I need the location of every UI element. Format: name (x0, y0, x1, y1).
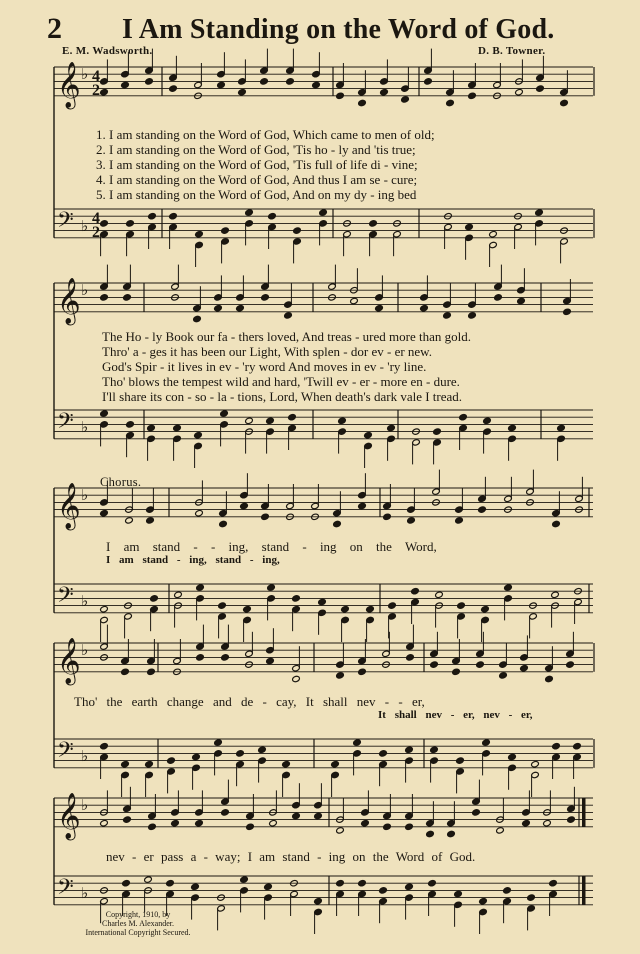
note-head (405, 883, 414, 890)
note-head (240, 876, 249, 883)
note-head (196, 654, 205, 661)
note-head (447, 830, 456, 837)
note-head (388, 602, 397, 609)
note-head (350, 297, 359, 304)
note-head (428, 880, 437, 887)
note-head (336, 827, 345, 834)
note-head (452, 668, 461, 675)
note-head (407, 517, 416, 524)
note-head (147, 668, 156, 675)
note-head (218, 602, 227, 609)
note-head (195, 820, 204, 827)
treble-clef-icon: 𝄞 (57, 62, 81, 108)
note-head (269, 820, 278, 827)
note-head (166, 880, 175, 887)
flat-key-signature-icon: ♭ (81, 592, 89, 610)
note-head (314, 812, 323, 819)
note-head (243, 606, 252, 613)
note-head (468, 312, 477, 319)
verse-3-line: 3. I am standing on the Word of God, 'Tis full of life di - vine; (96, 157, 418, 172)
chorus-lyric-3: nev - er pass a - way; I am stand - ing on the Word of God. (106, 849, 476, 864)
note-head (169, 85, 178, 92)
note-head (479, 898, 488, 905)
final-barline (582, 876, 586, 905)
note-head (100, 89, 109, 96)
note-head (503, 887, 512, 894)
note-head (549, 880, 558, 887)
copyright-notice (78, 910, 198, 937)
note-head (515, 89, 524, 96)
note-head (121, 668, 130, 675)
note-head (364, 432, 373, 439)
note-head (379, 750, 388, 757)
note-head (552, 743, 561, 750)
chorus-label: Chorus. (100, 475, 142, 489)
note-head (173, 424, 182, 431)
note-head (126, 421, 135, 428)
note-head (145, 761, 154, 768)
note-head (121, 761, 130, 768)
note-head (481, 606, 490, 613)
note-head (245, 209, 254, 216)
bass-clef-icon: 𝄢 (57, 875, 74, 905)
flat-key-signature-icon: ♭ (81, 796, 89, 814)
note-head (405, 823, 414, 830)
verse-4-line: 4. I am standing on the Word of God, And thus I am se - cure; (96, 172, 418, 187)
time-signature-digit: 2 (92, 224, 100, 241)
note-head (144, 876, 153, 883)
note-head (293, 227, 302, 234)
note-head (508, 753, 517, 760)
note-head (567, 816, 576, 823)
time-signature-digit: 2 (92, 82, 100, 99)
note-head (219, 520, 228, 527)
note-head (535, 209, 544, 216)
composer-credit: D. B. Towner. (478, 45, 546, 57)
verse-5-refrain: I'll share its con - so - la - tions, Lord, When death's dark vale I tread. (102, 389, 463, 404)
note-head (148, 823, 157, 830)
note-head (221, 809, 230, 816)
flat-key-signature-icon: ♭ (81, 884, 89, 902)
chorus-lyric-2-sub: It shall nev - er, nev - er, (378, 709, 533, 721)
note-head (551, 591, 560, 598)
note-head (358, 502, 367, 509)
note-head (420, 305, 429, 312)
note-head (504, 584, 513, 591)
note-head (387, 424, 396, 431)
note-head (100, 820, 109, 827)
note-head (193, 315, 202, 322)
verse-5-line: 5. I am standing on the Word of God, And on my dy - ing bed (96, 187, 417, 202)
note-head (122, 880, 131, 887)
note-head (267, 584, 276, 591)
flat-key-signature-icon: ♭ (81, 281, 89, 299)
note-head (543, 820, 552, 827)
note-head (573, 743, 582, 750)
hymn-title: I Am Standing on the Word of God. (122, 14, 555, 45)
note-head (375, 305, 384, 312)
note-head (282, 761, 291, 768)
flat-key-signature-icon: ♭ (81, 418, 89, 436)
note-head (401, 96, 410, 103)
note-head (472, 809, 481, 816)
note-head (336, 880, 345, 887)
note-head (379, 887, 388, 894)
note-head (459, 414, 468, 421)
time-signature-digit: 4 (92, 210, 100, 227)
note-head (100, 606, 109, 613)
verse-3-refrain: God's Spir - it lives in ev - 'ry word And moves in ev - 'ry line. (102, 359, 427, 374)
note-head (508, 424, 517, 431)
note-head (258, 746, 267, 753)
note-head (433, 428, 442, 435)
note-head (236, 750, 245, 757)
note-head (240, 502, 249, 509)
note-head (341, 606, 350, 613)
note-head (527, 894, 536, 901)
note-head (292, 595, 301, 602)
flat-key-signature-icon: ♭ (81, 217, 89, 235)
note-head (174, 591, 183, 598)
note-head (405, 746, 414, 753)
note-head (563, 308, 572, 315)
note-head (383, 513, 392, 520)
note-head (430, 746, 439, 753)
note-head (468, 92, 477, 99)
note-head (284, 312, 293, 319)
note-head (260, 78, 269, 85)
note-head (236, 305, 245, 312)
note-head (246, 823, 255, 830)
treble-clef-icon: 𝄞 (57, 793, 81, 839)
note-head (465, 223, 474, 230)
copyright-line: Copyright, 1910, by (105, 910, 171, 919)
note-head (406, 654, 415, 661)
note-head (266, 657, 275, 664)
note-head (100, 743, 109, 750)
note-head (494, 294, 503, 301)
author-credit: E. M. Wadsworth. (62, 45, 153, 57)
note-head (100, 410, 109, 417)
treble-clef-icon: 𝄞 (57, 638, 81, 684)
note-head (221, 654, 230, 661)
note-head (169, 213, 178, 220)
note-head (443, 312, 452, 319)
page-number: 2 (47, 12, 62, 45)
note-head (557, 424, 566, 431)
note-head (369, 220, 378, 227)
bass-clef-icon: 𝄢 (57, 583, 74, 613)
bass-clef-icon: 𝄢 (57, 208, 74, 238)
note-head (499, 672, 508, 679)
note-head (366, 606, 375, 613)
flat-key-signature-icon: ♭ (81, 747, 89, 765)
note-head (195, 510, 204, 517)
note-head (531, 761, 540, 768)
note-head (455, 517, 464, 524)
note-head (100, 294, 109, 301)
note-head (380, 89, 389, 96)
note-head (482, 739, 491, 746)
copyright-line: Charles M. Alexander. (102, 919, 174, 928)
note-head (331, 761, 340, 768)
note-head (221, 227, 230, 234)
note-head (430, 661, 439, 668)
note-head (426, 830, 435, 837)
note-head (192, 753, 201, 760)
note-head (268, 213, 277, 220)
note-head (100, 510, 109, 517)
verse-1-refrain: The Ho - ly Book our fa - thers loved, And treas - ured more than gold. (102, 329, 471, 344)
copyright-line: International Copyright Secured. (85, 928, 191, 937)
bass-clef-icon: 𝄢 (57, 738, 74, 768)
note-head (123, 294, 132, 301)
note-head (220, 410, 229, 417)
note-head (148, 213, 157, 220)
note-head (496, 827, 505, 834)
note-head (288, 414, 297, 421)
note-head (358, 880, 367, 887)
verse-4-refrain: Tho' blows the tempest wild and hard, 'Twill ev - er - more en - dure. (102, 374, 460, 389)
note-head (424, 78, 433, 85)
note-head (167, 757, 176, 764)
note-head (194, 432, 203, 439)
chorus-lyric-2: Tho' the earth change and de - cay, It shall nev - - er, (74, 694, 425, 709)
chorus-lyric-1: I am stand - - ing, stand - ing on the Word, (106, 539, 437, 554)
note-head (446, 99, 455, 106)
note-head (125, 517, 134, 524)
note-head (456, 757, 465, 764)
note-head (121, 81, 130, 88)
time-signature-digit: 4 (92, 68, 100, 85)
note-head (318, 598, 327, 605)
note-head (478, 506, 487, 513)
note-head (238, 89, 247, 96)
note-head (411, 588, 420, 595)
note-head (147, 424, 156, 431)
note-head (196, 584, 205, 591)
note-head (171, 820, 180, 827)
flat-key-signature-icon: ♭ (81, 486, 89, 504)
note-head (100, 220, 109, 227)
note-head (126, 220, 135, 227)
note-head (435, 591, 444, 598)
note-head (353, 739, 362, 746)
verse-2-line: 2. I am standing on the Word of God, 'Tis ho - ly and 'tis true; (96, 142, 416, 157)
note-head (145, 78, 154, 85)
note-head (517, 297, 526, 304)
note-head (214, 305, 223, 312)
final-barline (582, 798, 586, 827)
note-head (245, 417, 254, 424)
flat-key-signature-icon: ♭ (81, 641, 89, 659)
verse-1-line: 1. I am standing on the Word of God, Which came to men of old; (96, 127, 435, 142)
note-head (361, 820, 370, 827)
note-head (552, 520, 561, 527)
note-head (314, 898, 323, 905)
note-head (454, 890, 463, 897)
note-head (292, 675, 301, 682)
note-head (191, 883, 200, 890)
note-head (261, 513, 270, 520)
note-head (336, 672, 345, 679)
note-head (266, 417, 275, 424)
note-head (333, 520, 342, 527)
note-head (566, 661, 575, 668)
note-head (457, 602, 466, 609)
note-head (292, 812, 301, 819)
note-head (261, 294, 270, 301)
note-head (483, 417, 492, 424)
note-head (338, 417, 347, 424)
bass-clef-icon: 𝄢 (57, 409, 74, 439)
note-head (217, 81, 226, 88)
note-head (358, 99, 367, 106)
note-head (336, 92, 345, 99)
note-head (383, 823, 392, 830)
note-head (214, 739, 223, 746)
note-head (146, 517, 155, 524)
treble-clef-icon: 𝄞 (57, 278, 81, 324)
flat-key-signature-icon: ♭ (81, 65, 89, 83)
note-head (286, 78, 295, 85)
treble-clef-icon: 𝄞 (57, 483, 81, 529)
note-head (319, 209, 328, 216)
note-head (476, 661, 485, 668)
note-head (150, 595, 159, 602)
note-head (195, 231, 204, 238)
note-head (312, 81, 321, 88)
note-head (264, 883, 273, 890)
note-head (520, 665, 529, 672)
note-head (560, 99, 569, 106)
verse-2-refrain: Thro' a - ges it has been our Light, With splen - dor ev - er new. (102, 344, 432, 359)
note-head (536, 85, 545, 92)
note-head (522, 820, 531, 827)
note-head (545, 675, 554, 682)
note-head (489, 231, 498, 238)
chorus-lyric-1-sub: I am stand - ing, stand - ing, (106, 554, 280, 566)
note-head (358, 668, 367, 675)
note-head (123, 816, 132, 823)
